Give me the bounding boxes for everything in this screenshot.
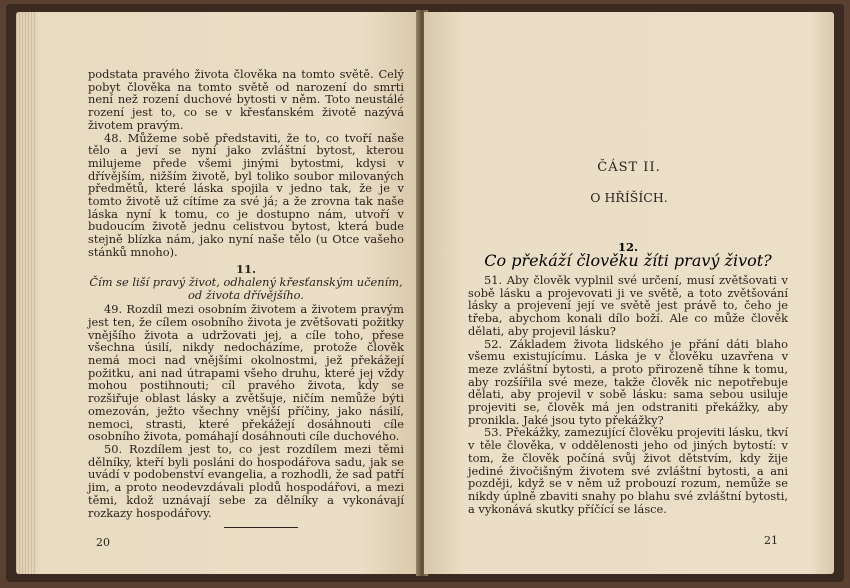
paragraph-50: 50. Rozdílem jest to, co jest rozdílem mezi těmi dělníky, kteří byli posláni do hospodářova sadu, jak se uvádí v podobenství evangelia, a rozhodli, že sad patří jim, a proto neodevzdávali plodů hospodářovi, a mezi těmi, kdož uznávají sebe za dělníky a vykonávají rozkazy hospodářovy. <box>88 441 404 520</box>
left-page-text <box>88 68 404 528</box>
left-page <box>16 12 420 574</box>
section-number: 12. <box>617 240 638 254</box>
open-book <box>6 4 844 582</box>
paragraph-48: 48. Můžeme sobě představiti, že to, co tvoří naše tělo a jeví se nyní jako zvláštní bytost, kterou milujeme přede všemi jinými bytostmi, kdysi v dřívějším, nižším životě, byl toliko soubor milovaných předmětů, které láska spojila v jedno tak, že je v tomto životě už cítíme za své já; a že zrovna tak naše láska nyní k tomu, co je dostupno nám, utvoří v budoucím životě jednu celistvou bytost, která bude stejně blízka nám, jako nyní naše tělo (u Otce vašeho stánků mnoho). <box>88 130 404 259</box>
paragraph: podstata pravého života člověka na tomto světě. Celý pobyt člověka na tomto světě od narození do smrti není než rození duchové bytosti v něm. Toto neustálé rození jest to, co se v křesťanském životě nazývá životem pravým. <box>88 67 404 132</box>
part-title: O HŘÍŠÍCH. <box>590 190 668 205</box>
page-edges <box>16 12 36 574</box>
paragraph-51: 51. Aby člověk vyplnil své určení, musí zvětšovati v sobě lásku a projevovati ji ve světě, a toto zvětšování lásky a projevení její ve světě jest právě to, čeho je třeba, abychom konali dílo boží. Ale co může člověk dělati, aby projevil lásku? <box>468 273 788 338</box>
page-number: 20 <box>96 536 110 549</box>
page-number: 21 <box>764 534 778 547</box>
right-page-text <box>468 274 788 515</box>
section-heading <box>468 236 788 270</box>
section-number: 11. <box>235 261 256 276</box>
paragraph-53: 53. Překážky, zamezující člověku projeviti lásku, tkví v těle člověka, v oddělenosti jeho od jiných bytostí: v tom, že člověk počíná svůj život dětstvím, kdy žije jediné živočišným životem své zvláštní bytosti, a ani později, když se v něm už probouzí rozum, nemůže se nikdy úplně zbaviti snahy po blahu své zvláštní bytosti, a vykonává skutky příčící se lásce. <box>468 425 788 516</box>
part-label: ČÁST II. <box>597 160 661 175</box>
closing-rule <box>224 527 298 528</box>
section-title: Čím se liší pravý život, odhalený křesťanským učením, od života dřívějšího. <box>89 275 403 302</box>
right-page <box>424 12 834 574</box>
paragraph-49: 49. Rozdíl mezi osobním životem a životem pravým jest ten, že cílem osobního života je zvětšovati požitky vnějšího života a udržovati jej, a cíle toho, přese všechna úsilí, nikdy nedocházíme, protože člověk nemá moci nad vnějšími okolnostmi, jež překážejí požitku, ani nad útrapami všeho druhu, které jej vždy mohou postihnouti; cíl pravého života, kdy se rozšiřuje oblast lásky a zvětšuje, ničím nemůže býti omezován, ježto všechny vnější příčiny, jako násilí, nemoci, strasti, které překážejí dosáhnouti cíle osobního života, pomáhají dosáhnouti cíle duchového. <box>88 302 404 444</box>
paragraph-52: 52. Základem života lidského je přání dáti blaho všemu existujícímu. Láska je v člověku uzavřena v meze zvláštní bytosti, a proto přirozeně tíhne k tomu, aby rozšířila své meze, takže člověk nic nepotřebuje dělati, aby projevil v sobě lásku: sama sebou usiluje projeviti se, člověk má jen odstraniti překážky, aby pronikla. Jaké jsou tyto překážky? <box>468 336 788 427</box>
section-title: Co překáží člověku žíti pravý život? <box>484 251 772 270</box>
